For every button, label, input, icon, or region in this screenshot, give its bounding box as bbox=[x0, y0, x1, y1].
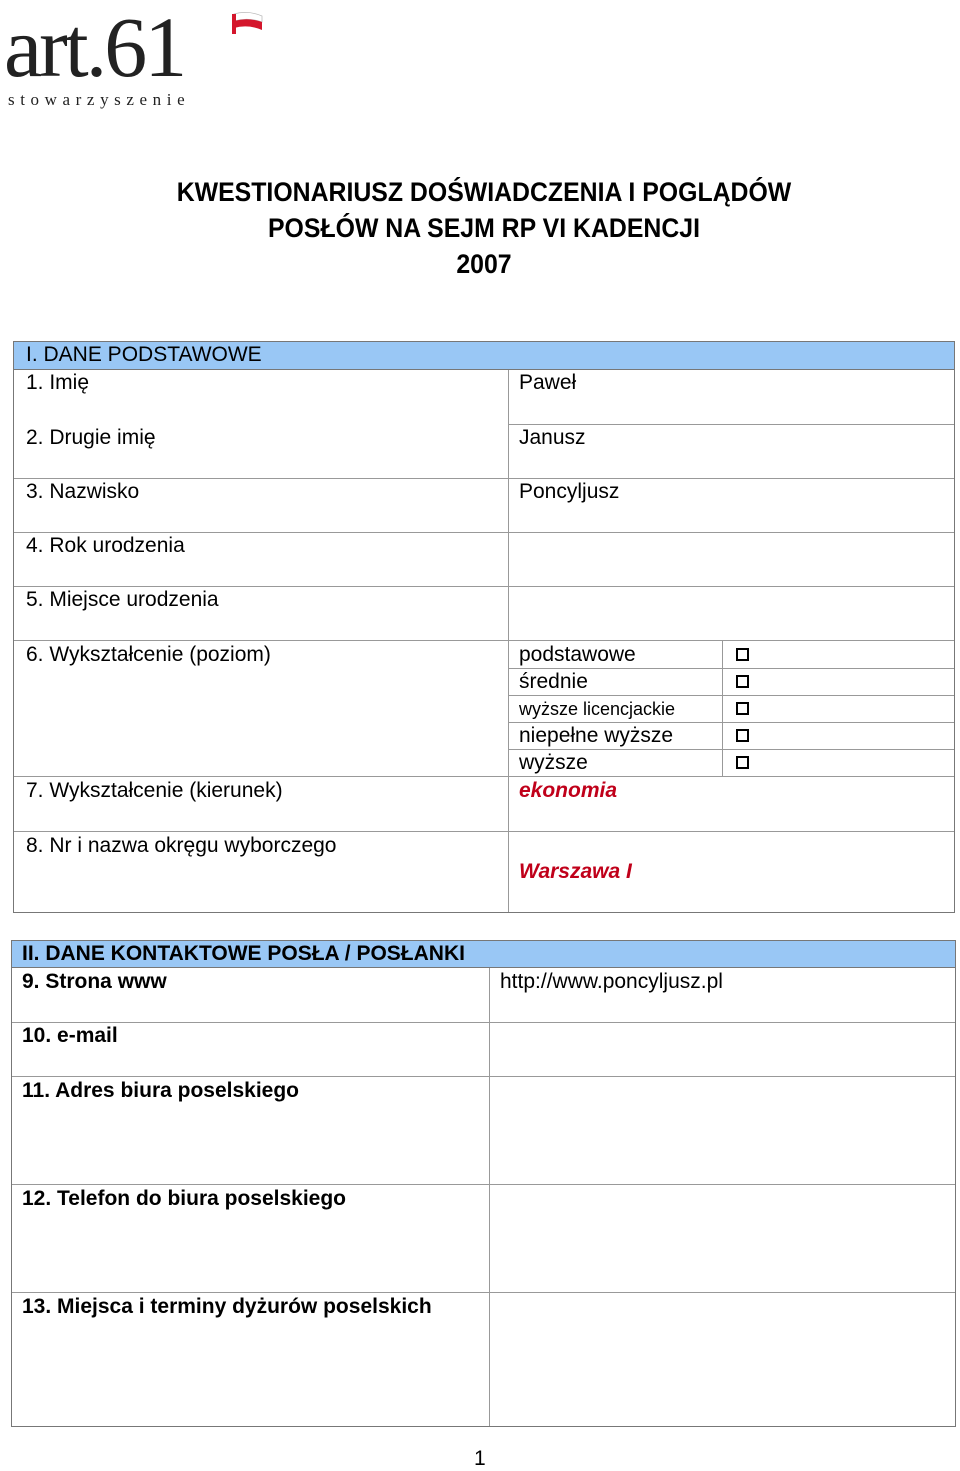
page-number: 1 bbox=[474, 1447, 486, 1470]
education-option: niepełne wyższe bbox=[519, 724, 674, 747]
education-option: średnie bbox=[519, 670, 588, 693]
title-line-2: POSŁÓW NA SEJM RP VI KADENCJI bbox=[267, 213, 700, 243]
row-divider bbox=[12, 1076, 955, 1077]
label-duty-hours: 13. Miejsca i terminy dyżurów poselskich bbox=[22, 1295, 432, 1318]
label-website: 9. Strona www bbox=[22, 970, 167, 993]
checkbox-column-divider bbox=[722, 640, 723, 776]
checkbox-bachelor[interactable] bbox=[736, 702, 749, 715]
value-first-name[interactable]: Paweł bbox=[519, 371, 577, 394]
label-surname: 3. Nazwisko bbox=[26, 480, 140, 503]
document-title bbox=[39, 174, 930, 282]
row-divider bbox=[14, 640, 954, 641]
row-divider bbox=[14, 776, 954, 777]
row-divider bbox=[12, 1292, 955, 1293]
logo-subtitle: stowarzyszenie bbox=[8, 90, 191, 109]
label-district: 8. Nr i nazwa okręgu wyborczego bbox=[26, 834, 337, 857]
section-header: I. DANE PODSTAWOWE bbox=[14, 342, 954, 370]
flag-icon bbox=[232, 12, 264, 34]
row-divider bbox=[12, 1022, 955, 1023]
label-email: 10. e-mail bbox=[22, 1024, 118, 1047]
title-line-3: 2007 bbox=[456, 249, 512, 279]
value-website[interactable]: http://www.poncyljusz.pl bbox=[500, 970, 723, 993]
row-divider bbox=[14, 831, 954, 832]
label-birth-year: 4. Rok urodzenia bbox=[26, 534, 185, 557]
value-district[interactable]: Warszawa I bbox=[519, 860, 632, 883]
column-divider bbox=[489, 968, 490, 1426]
logo bbox=[4, 0, 264, 114]
row-divider bbox=[12, 1184, 955, 1185]
education-option: wyższe bbox=[519, 751, 588, 774]
label-office-address: 11. Adres biura poselskiego bbox=[22, 1079, 299, 1102]
education-option: wyższe licencjackie bbox=[519, 699, 676, 719]
checkbox-incomplete-higher[interactable] bbox=[736, 729, 749, 742]
value-surname[interactable]: Poncyljusz bbox=[519, 480, 620, 503]
label-office-phone: 12. Telefon do biura poselskiego bbox=[22, 1187, 347, 1210]
row-divider bbox=[14, 478, 954, 479]
label-second-name: 2. Drugie imię bbox=[26, 426, 156, 449]
title-line-1: KWESTIONARIUSZ DOŚWIADCZENIA I POGLĄDÓW bbox=[176, 177, 792, 207]
value-second-name[interactable]: Janusz bbox=[519, 426, 586, 449]
logo-text: art.61 bbox=[4, 0, 185, 95]
label-birth-place: 5. Miejsce urodzenia bbox=[26, 588, 219, 611]
checkbox-primary[interactable] bbox=[736, 648, 749, 661]
section-contact-data bbox=[11, 940, 956, 1427]
label-education-direction: 7. Wykształcenie (kierunek) bbox=[26, 779, 283, 802]
checkbox-secondary[interactable] bbox=[736, 675, 749, 688]
label-first-name: 1. Imię bbox=[26, 371, 90, 394]
education-option: podstawowe bbox=[519, 643, 636, 666]
label-education-level: 6. Wykształcenie (poziom) bbox=[26, 643, 271, 666]
checkbox-higher[interactable] bbox=[736, 756, 749, 769]
section-header: II. DANE KONTAKTOWE POSŁA / POSŁANKI bbox=[12, 941, 955, 968]
section-basic-data bbox=[13, 341, 955, 913]
value-education-direction[interactable]: ekonomia bbox=[519, 779, 618, 802]
